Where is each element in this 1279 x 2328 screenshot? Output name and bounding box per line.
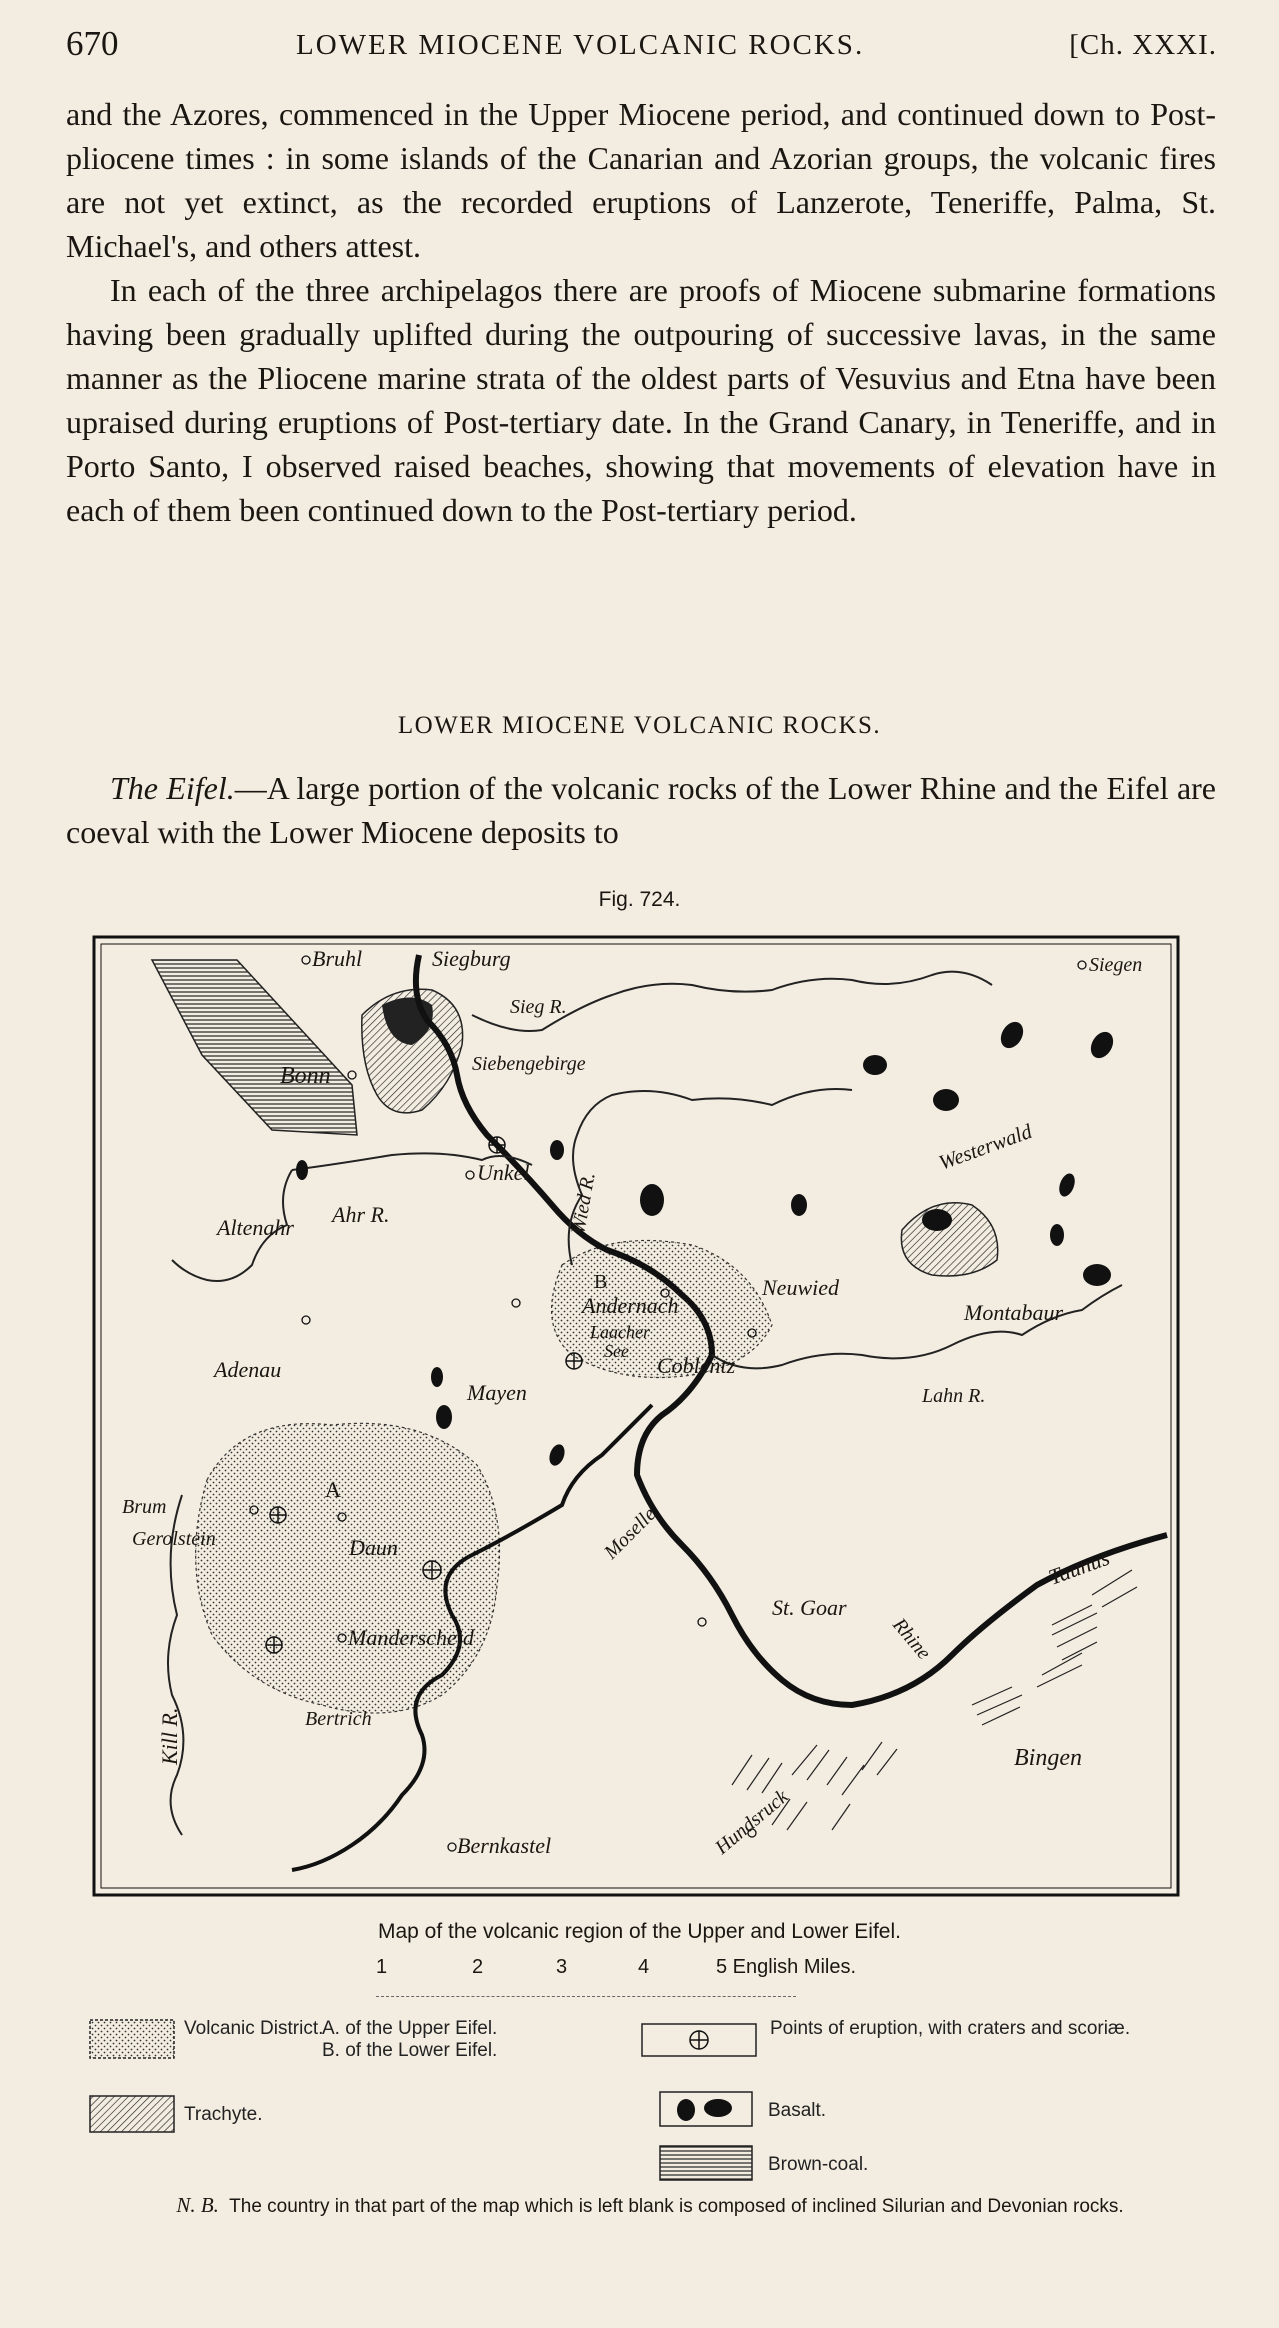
basalt-swatch [658, 2088, 758, 2132]
label-b: B [594, 1271, 608, 1293]
scale-tick-3: 3 [556, 1956, 568, 1978]
volcanic-district-swatch [88, 2018, 178, 2062]
label-bertrich: Bertrich [305, 1708, 372, 1730]
section-heading: LOWER MIOCENE VOLCANIC ROCKS. [397, 712, 882, 739]
label-gerolstein: Gerolstein [132, 1528, 216, 1550]
label-bingen: Bingen [1014, 1745, 1082, 1771]
label-kill-r: Kill R. [157, 1707, 182, 1765]
legend-brown-coal: Brown-coal. [768, 2154, 869, 2175]
legend-upper-eifel-group [322, 2018, 502, 2062]
eifel-map [92, 935, 1180, 1897]
map-legend [88, 2018, 1208, 2268]
label-rhine: Rhine [888, 1614, 936, 1664]
label-a: A [325, 1477, 341, 1502]
paragraph-1: and the Azores, commenced in the Upper Miocene period, and continued down to Post-pliocene times : in some islands of the Canarian and Azorian groups, the volcanic fires are not yet extinct, as the recorded eruptions of Lanzerote, Teneriffe, Palma, St. Michael's, and others attest. [66, 96, 1216, 264]
label-lahn-r: Lahn R. [922, 1385, 986, 1407]
page-number: 670 [66, 24, 119, 63]
legend-volcanic-district: Volcanic District. [184, 2018, 324, 2039]
map-svg [92, 935, 1180, 1897]
note-text: The country in that part of the map which is left blank is composed of inclined Silurian and Devonian rocks. [229, 2196, 1124, 2217]
label-taunus: Taunus [1045, 1544, 1113, 1590]
label-westerwald: Westerwald [935, 1118, 1036, 1175]
scale-bar [376, 1956, 936, 1996]
scale-tick-1: 1 [376, 1956, 388, 1978]
figure-caption: Map of the volcanic region of the Upper and Lower Eifel. [378, 1920, 901, 1943]
scale-tick-4: 4 [638, 1956, 650, 1978]
legend-points-of-eruption: Points of eruption, with craters and scoriæ. [770, 2018, 1131, 2039]
label-hundsruck: Hundsruck [711, 1785, 793, 1859]
scale-tick-5: 5 English Miles. [716, 1956, 857, 1978]
taunus-hatching [972, 1570, 1137, 1725]
label-see: See [604, 1341, 629, 1361]
label-mayen: Mayen [467, 1380, 527, 1405]
paragraph-3-lead: The Eifel. [110, 770, 235, 806]
paragraph-2: In each of the three archipelagos there are proofs of Miocene submarine formations having been gradually uplifted during the outpouring of successive lavas, in the same manner as the Pliocene marine strata of the oldest parts of Vesuvius and Etna have been upraised during eruptions of Post-tertiary date. In the Grand Canary, in Teneriffe, and in Porto Santo, I observed raised beaches, showing that movements of elevation have in each of them been continued down to the Post-tertiary period. [66, 272, 1216, 528]
label-daun: Daun [349, 1535, 398, 1560]
label-bernkastel: Bernkastel [457, 1833, 552, 1858]
note-lead: N. B. [176, 2193, 219, 2217]
label-bruhl: Bruhl [312, 946, 363, 971]
wied-river [569, 1089, 852, 1265]
running-header [66, 24, 1217, 64]
label-altenahr: Altenahr [217, 1215, 294, 1240]
label-brum: Brum [122, 1496, 167, 1518]
brown-coal-area [152, 960, 357, 1135]
figure-label: Fig. 724. [598, 888, 681, 911]
scale-tick-2: 2 [472, 1956, 484, 1978]
label-siebengebirge: Siebengebirge [472, 1053, 586, 1075]
label-neuwied: Neuwied [762, 1275, 839, 1300]
label-wied-r: Wied R. [567, 1170, 600, 1236]
body-text-top [66, 92, 1216, 532]
label-bonn: Bonn [280, 1063, 331, 1089]
label-sieg-r: Sieg R. [510, 996, 567, 1018]
running-title: LOWER MIOCENE VOLCANIC ROCKS. [296, 29, 865, 61]
chapter-label: [Ch. XXXI. [1069, 29, 1217, 61]
scale-line [376, 1996, 796, 1997]
label-coblentz: Coblentz [657, 1353, 736, 1378]
label-adenau: Adenau [214, 1357, 282, 1382]
legend-upper-eifel: A. of the Upper Eifel. [322, 2018, 498, 2039]
legend-trachyte: Trachyte. [184, 2104, 263, 2125]
label-moselle: Moselle [599, 1503, 661, 1564]
label-siegburg: Siegburg [432, 946, 511, 971]
label-manderscheid: Manderscheid [348, 1625, 474, 1650]
label-st-goar: St. Goar [772, 1595, 847, 1620]
legend-basalt: Basalt. [768, 2100, 827, 2121]
trachyte-montabaur [901, 1203, 997, 1276]
label-montabaur: Montabaur [964, 1300, 1063, 1325]
label-siegen: Siegen [1089, 954, 1143, 976]
brown-coal-swatch [658, 2142, 758, 2186]
paragraph-3-text: —A large portion of the volcanic rocks of the Lower Rhine and the Eifel are coeval with the Lower Miocene deposits to [66, 770, 1217, 850]
legend-lower-eifel: B. of the Lower Eifel. [322, 2040, 498, 2061]
trachyte-swatch [88, 2094, 178, 2138]
label-laacher: Laacher [590, 1322, 650, 1342]
label-andernach: Andernach [582, 1293, 679, 1318]
label-unkel: Unkel [477, 1160, 530, 1185]
map-note [100, 2194, 1200, 2218]
eruption-swatch [640, 2022, 760, 2060]
label-ahr-r: Ahr R. [332, 1202, 390, 1227]
body-text-eifel [66, 766, 1216, 854]
paragraph-3 [66, 766, 1216, 854]
